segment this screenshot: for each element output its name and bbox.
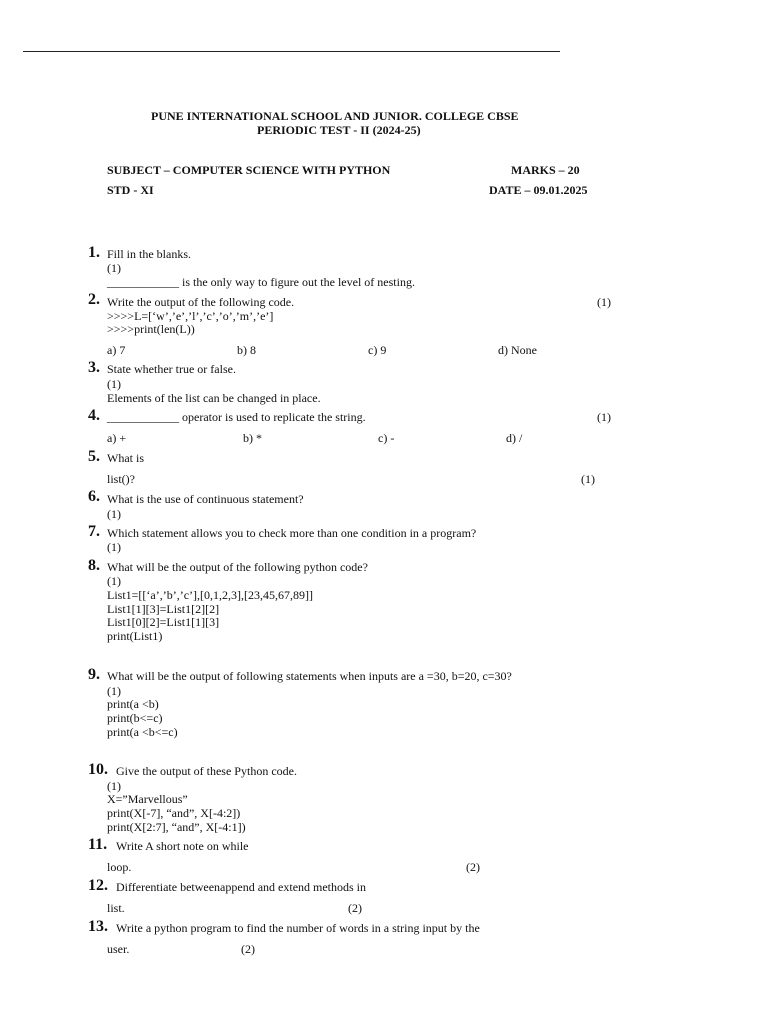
question-marks: (1) bbox=[597, 295, 611, 309]
question-text: What will be the output of the following python code? bbox=[107, 560, 368, 574]
option-c: c) 9 bbox=[368, 343, 387, 357]
question-marks: (1) bbox=[107, 540, 121, 554]
question-number: 7. bbox=[88, 523, 100, 540]
code-line: List1[0][2]=List1[1][3] bbox=[107, 615, 220, 629]
option-b: b) * bbox=[243, 431, 262, 445]
code-line: >>>>print(len(L)) bbox=[107, 322, 195, 336]
code-line: X=”Marvellous” bbox=[107, 792, 188, 806]
question-number: 2. bbox=[88, 291, 100, 308]
option-d: d) None bbox=[498, 343, 537, 357]
std-label: STD - XI bbox=[107, 183, 154, 197]
question-text: Write a python program to find the number of words in a string input by the bbox=[116, 921, 480, 935]
question-number: 10. bbox=[88, 761, 108, 778]
question-text: ____________ operator is used to replicate the string. bbox=[107, 410, 366, 424]
school-name: PUNE INTERNATIONAL SCHOOL AND JUNIOR. COLLEGE CBSE bbox=[151, 109, 519, 123]
question-number: 4. bbox=[88, 407, 100, 424]
question-line: list()? bbox=[107, 472, 135, 486]
question-marks: (1) bbox=[107, 261, 121, 275]
question-marks: (1) bbox=[581, 472, 595, 486]
code-line: print(b<=c) bbox=[107, 711, 163, 725]
subject-label: SUBJECT – COMPUTER SCIENCE WITH PYTHON bbox=[107, 163, 391, 177]
question-marks: (2) bbox=[241, 942, 255, 956]
question-number: 12. bbox=[88, 877, 108, 894]
code-line: List1=[[‘a’,’b’,’c’],[0,1,2,3],[23,45,67,89]] bbox=[107, 588, 314, 602]
question-marks: (1) bbox=[107, 779, 121, 793]
question-line: user. bbox=[107, 942, 130, 956]
question-marks: (1) bbox=[107, 574, 121, 588]
question-number: 5. bbox=[88, 448, 100, 465]
code-line: List1[1][3]=List1[2][2] bbox=[107, 602, 220, 616]
option-b: b) 8 bbox=[237, 343, 256, 357]
question-text: Write the output of the following code. bbox=[107, 295, 295, 309]
question-line: list. bbox=[107, 901, 125, 915]
test-title: PERIODIC TEST - II (2024-25) bbox=[257, 123, 421, 137]
question-line: Elements of the list can be changed in place. bbox=[107, 391, 321, 405]
question-text: State whether true or false. bbox=[107, 362, 236, 376]
date-label: DATE – 09.01.2025 bbox=[489, 183, 588, 197]
code-line: print(X[-7], “and”, X[-4:2]) bbox=[107, 806, 241, 820]
option-a: a) 7 bbox=[107, 343, 126, 357]
code-line: print(a <b) bbox=[107, 697, 159, 711]
code-line: >>>>L=[‘w’,’e’,’l’,’c’,’o’,’m’,’e’] bbox=[107, 309, 274, 323]
option-d: d) / bbox=[506, 431, 523, 445]
question-marks: (2) bbox=[348, 901, 362, 915]
top-rule bbox=[23, 51, 560, 52]
question-text: Fill in the blanks. bbox=[107, 247, 191, 261]
question-marks: (1) bbox=[597, 410, 611, 424]
question-marks: (1) bbox=[107, 507, 121, 521]
question-number: 3. bbox=[88, 359, 100, 376]
question-marks: (1) bbox=[107, 377, 121, 391]
question-text: What will be the output of following statements when inputs are a =30, b=20, c=30? bbox=[107, 669, 512, 683]
question-text: Differentiate betweenappend and extend methods in bbox=[116, 880, 367, 894]
question-text: Which statement allows you to check more than one condition in a program? bbox=[107, 526, 477, 540]
code-line: print(a <b<=c) bbox=[107, 725, 178, 739]
question-number: 6. bbox=[88, 488, 100, 505]
code-line: print(X[2:7], “and”, X[-4:1]) bbox=[107, 820, 246, 834]
question-text: What is the use of continuous statement? bbox=[107, 492, 304, 506]
question-marks: (1) bbox=[107, 684, 121, 698]
question-text: Give the output of these Python code. bbox=[116, 764, 297, 778]
question-number: 1. bbox=[88, 244, 100, 261]
question-number: 11. bbox=[88, 836, 108, 853]
marks-label: MARKS – 20 bbox=[511, 163, 580, 177]
code-line: print(List1) bbox=[107, 629, 163, 643]
question-line: ____________ is the only way to figure out the level of nesting. bbox=[107, 275, 415, 289]
question-number: 13. bbox=[88, 918, 108, 935]
question-text: What is bbox=[107, 451, 144, 465]
question-line: loop. bbox=[107, 860, 132, 874]
question-marks: (2) bbox=[466, 860, 480, 874]
question-number: 8. bbox=[88, 557, 100, 574]
question-text: Write A short note on while bbox=[116, 839, 249, 853]
option-c: c) - bbox=[378, 431, 395, 445]
option-a: a) + bbox=[107, 431, 127, 445]
question-number: 9. bbox=[88, 666, 100, 683]
